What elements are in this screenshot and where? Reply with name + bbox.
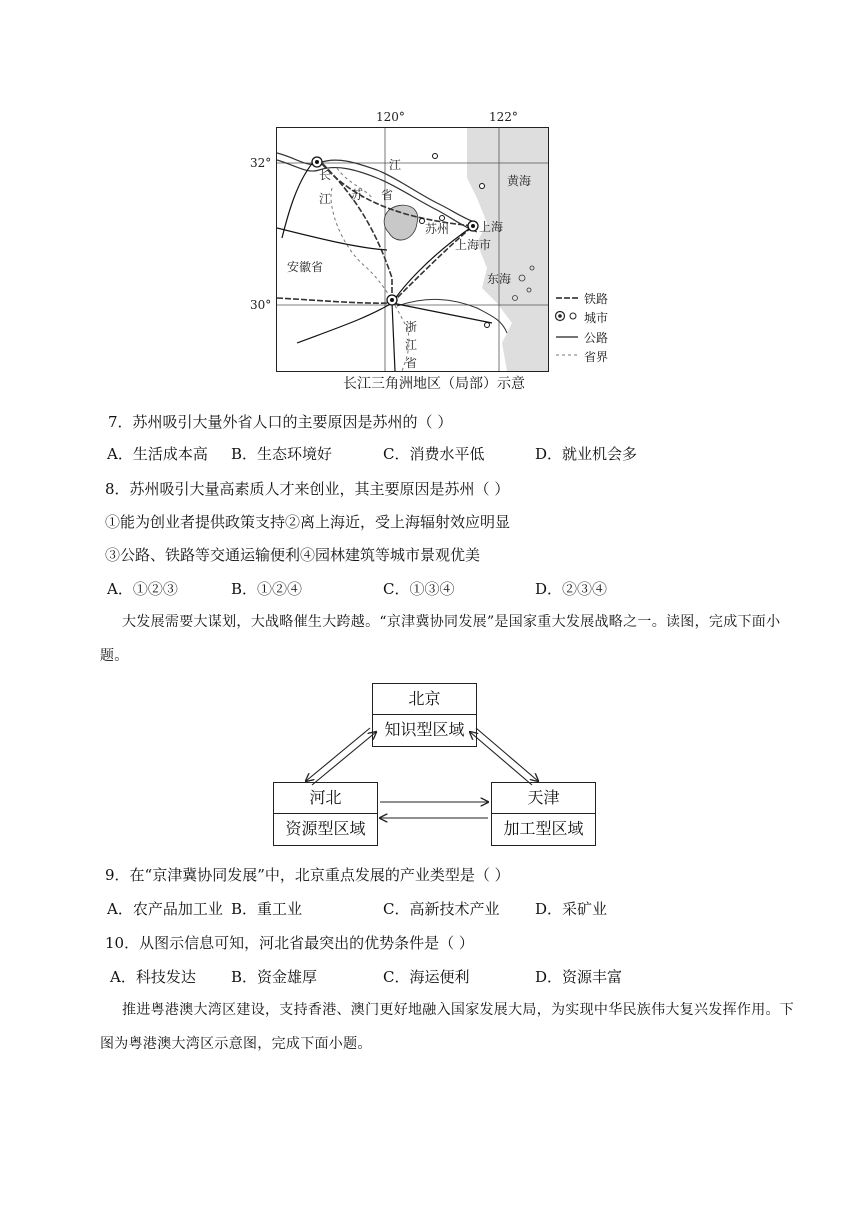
label-su: 苏 <box>351 188 364 202</box>
label-zhe: 浙 <box>405 320 418 334</box>
q7-stem: 7．苏州吸引大量外省人口的主要原因是苏州的（ ） <box>108 413 453 431</box>
q8-statement-1: ①能为创业者提供政策支持②离上海近，受上海辐射效应明显 <box>105 513 511 531</box>
intro-gba: 推进粤港澳大湾区建设，支持香港、澳门更好地融入国家发展大局，为实现中华民族伟大复兴发挥作用。下图为粤港澳大湾区示意图，完成下面小题。 <box>100 1002 795 1052</box>
label-shanghaishi: 上海市 <box>455 238 492 252</box>
legend-railway: 铁路 <box>584 292 609 306</box>
q8-stem: 8．苏州吸引大量高素质人才来创业，其主要原因是苏州（ ） <box>105 480 510 498</box>
q9-option-c[interactable]: C．高新技术产业 <box>383 900 500 918</box>
label-jiang-river: 江 <box>389 158 402 172</box>
hebei-type: 资源型区域 <box>285 819 366 838</box>
label-huanghai: 黄海 <box>507 174 532 188</box>
q8-option-b[interactable]: B．①②④ <box>231 580 303 598</box>
q8-statement-2: ③公路、铁路等交通运输便利④园林建筑等城市景观优美 <box>105 546 481 564</box>
diagram-arrows <box>270 680 600 850</box>
legend-province-border: 省界 <box>584 350 609 364</box>
beijing-type: 知识型区域 <box>384 720 465 739</box>
q7-option-d[interactable]: D．就业机会多 <box>535 445 638 463</box>
q7-option-c[interactable]: C．消费水平低 <box>383 445 485 463</box>
arrow-beijing-to-tianjin <box>476 728 538 781</box>
lon-label-122: 122° <box>489 110 518 124</box>
label-chang: 长 <box>319 168 332 182</box>
q10-option-b[interactable]: B．资金雄厚 <box>231 968 318 986</box>
label-shanghai: 上海 <box>479 220 504 234</box>
q10-option-c[interactable]: C．海运便利 <box>383 968 470 986</box>
label-donghai: 东海 <box>487 272 512 286</box>
legend-highway: 公路 <box>584 331 609 345</box>
label-anhui: 安徽省 <box>287 260 324 274</box>
q9-stem: 9．在“京津冀协同发展”中，北京重点发展的产业类型是（ ） <box>105 866 510 884</box>
hebei-name: 河北 <box>274 783 377 814</box>
arrow-tianjin-to-beijing <box>470 732 532 785</box>
tianjin-type: 加工型区域 <box>503 819 584 838</box>
label-suzhou: 苏州 <box>425 222 450 236</box>
map-caption: 长江三角洲地区（局部）示意 <box>343 376 525 392</box>
legend-city: 城市 <box>584 311 609 325</box>
label-jiang2: 江 <box>405 338 418 352</box>
intro-jjj: 大发展需要大谋划，大战略催生大跨越。“京津冀协同发展”是国家重大发展战略之一。读图，完成下面小题。 <box>100 614 781 664</box>
lat-label-30: 30° <box>250 298 272 312</box>
arrow-hebei-to-beijing <box>312 732 376 785</box>
lat-label-32: 32° <box>250 156 272 170</box>
tianjin-name: 天津 <box>492 783 595 814</box>
q9-option-a[interactable]: A．农产品加工业 <box>107 900 223 918</box>
beijing-name: 北京 <box>373 684 476 715</box>
lon-label-120: 120° <box>376 110 405 124</box>
q8-option-c[interactable]: C．①③④ <box>383 580 455 598</box>
label-sheng2: 省 <box>405 356 418 370</box>
q7-option-a[interactable]: A．生活成本高 <box>107 445 208 463</box>
yangtze-delta-map <box>276 127 549 372</box>
legend-icons <box>554 291 580 361</box>
q8-option-d[interactable]: D．②③④ <box>535 580 608 598</box>
label-jiang: 江 <box>319 192 332 206</box>
q9-option-b[interactable]: B．重工业 <box>231 900 303 918</box>
q8-option-a[interactable]: A．①②③ <box>107 580 178 598</box>
q10-option-a[interactable]: A．科技发达 <box>110 968 196 986</box>
q9-option-d[interactable]: D．采矿业 <box>535 900 608 918</box>
label-sheng: 省 <box>381 188 394 202</box>
arrow-beijing-to-hebei <box>306 728 370 781</box>
q10-stem: 10．从图示信息可知，河北省最突出的优势条件是（ ） <box>105 934 474 952</box>
q10-option-d[interactable]: D．资源丰富 <box>535 968 623 986</box>
q7-option-b[interactable]: B．生态环境好 <box>231 445 333 463</box>
